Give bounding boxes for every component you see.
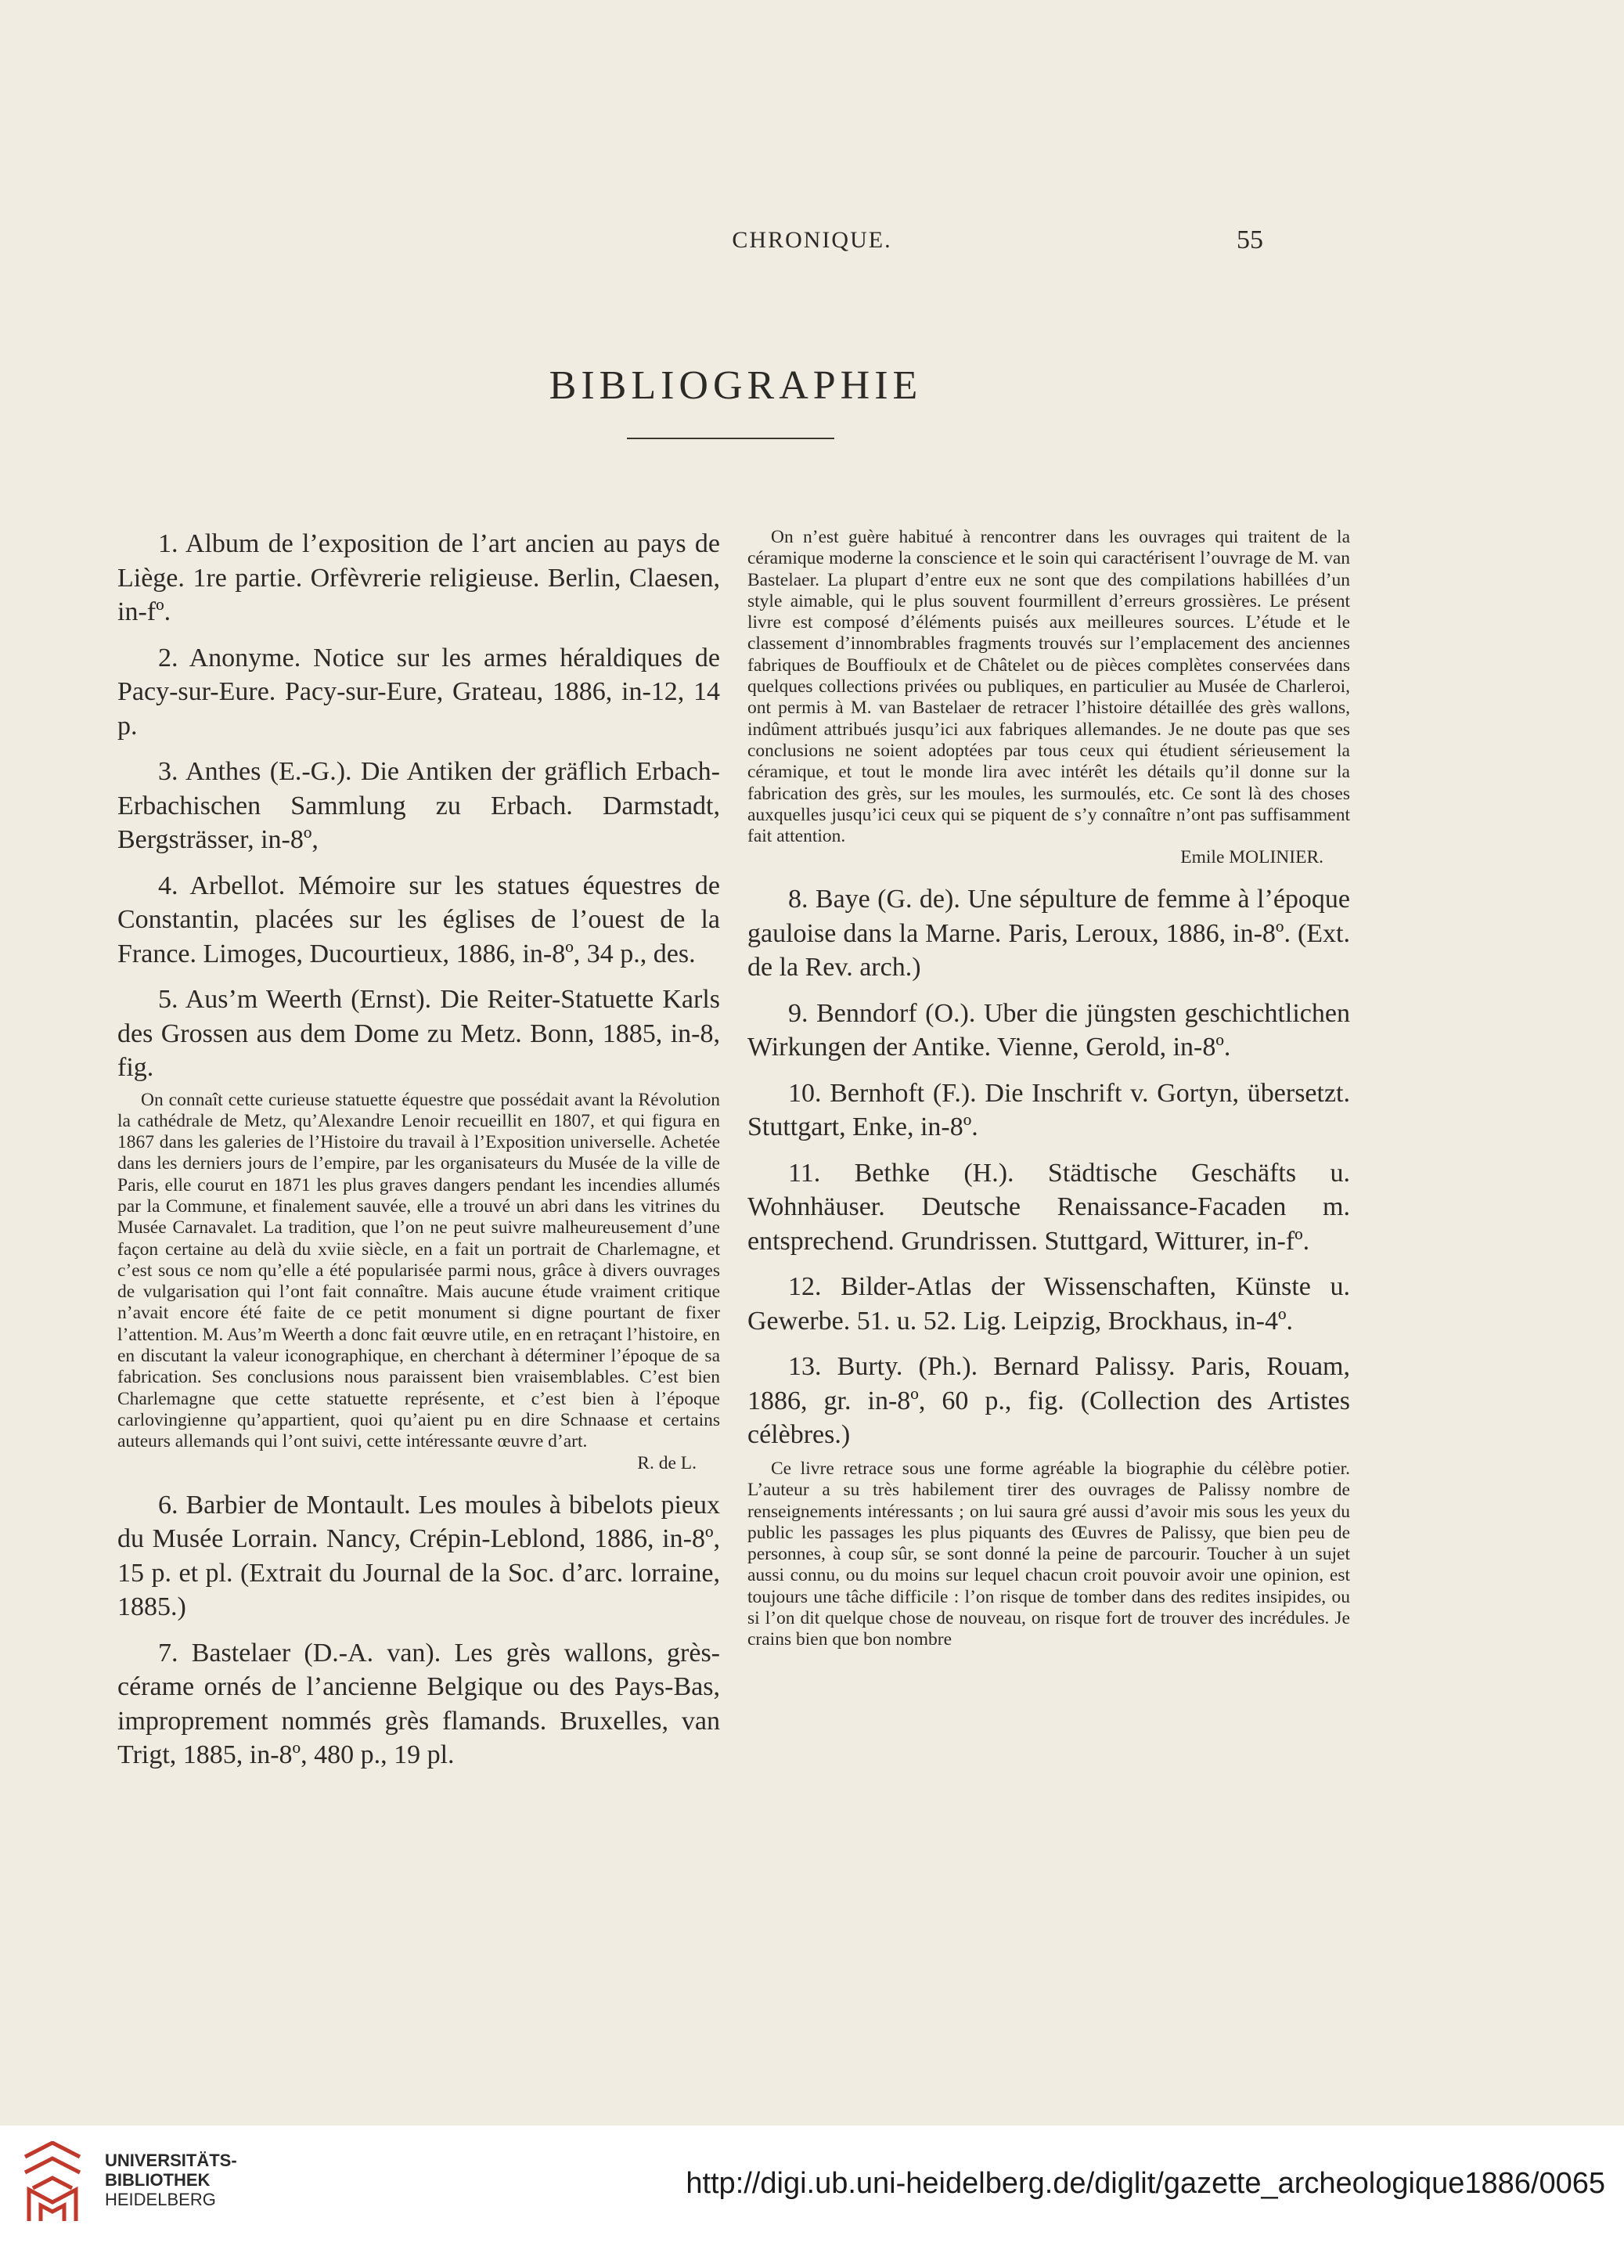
review-signature-7: Emile MOLINIER. xyxy=(1180,847,1323,868)
library-name-line3: HEIDELBERG xyxy=(105,2190,216,2209)
source-url-link[interactable]: http://digi.ub.uni-heidelberg.de/diglit/gazette_archeologique1886/0065 xyxy=(686,2167,1605,2200)
library-name-line2: BIBLIOTHEK xyxy=(105,2170,211,2190)
bib-entry-7: 7. Bastelaer (D.-A. van). Les grès wallons, grès-cérame ornés de l’ancienne Belgique ou des Pays-Bas, improprement nommés grès flamands. Bruxelles, van Trigt, 1885, in-8º, 480 p., 19 pl. xyxy=(117,1638,720,1770)
page-number: 55 xyxy=(1237,225,1263,254)
bib-entry-11: 11. Bethke (H.). Städtische Geschäfts u. Wohnhäuser. Deutsche Renaissance-Facaden m. entsprechend. Grundrissen. Stuttgard, Witturer, in-fº. xyxy=(747,1158,1350,1256)
bib-entry-4: 4. Arbellot. Mémoire sur les statues équestres de Constantin, placées sur les églises de l’ouest de la France. Limoges, Ducourtieux, 1886, in-8º, 34 p., des. xyxy=(117,871,720,968)
review-note-5: On connaît cette curieuse statuette équestre que possédait avant la Révolution la cathédrale de Metz, qu’Alexandre Lenoir recueillit en 1807, et qui figura en 1867 dans les galeries de l’Histoire du travail à l’Exposition universelle. Achetée dans les derniers jours de l’empire, par les organisateurs du Musée de la ville de Paris, elle courut en 1871 les plus graves dangers pendant les incendies allumés par la Commune, et finalement sauvée, elle a trouvé un abri dans les vitrines du Musée Carnavalet. La tradition, que l’on ne peut suivre malheureusement d’une façon certaine au delà du xviie siècle, en a fait un portrait de Charlemagne, et c’est sous ce nom qu’elle a été popularisée parmi nous, grâce à divers ouvrages de vulgarisation qui l’ont fait connaître. Mais aucune étude vraiment critique n’avait encore été faite de ce petit monument si digne pourtant de fixer l’attention. M. Aus’m Weerth a donc fait œuvre utile, en en retraçant l’histoire, en en discutant la valeur iconographique, en cherchant à déterminer l’époque de sa fabrication. Ses conclusions nous paraissent bien vraisemblables. C’est bien Charlemagne que cette statuette représente, et c’est bien à l’époque carlovingienne qu’appartient, quoi qu’aient pu en dire Schnaase et certains auteurs allemands qui l’ont suivi, cette intéressante œuvre d’art. xyxy=(117,1089,720,1452)
running-title: CHRONIQUE. xyxy=(732,227,892,253)
library-logo-icon xyxy=(17,2141,95,2227)
bib-entry-13: 13. Burty. (Ph.). Bernard Palissy. Paris, Rouam, 1886, gr. in-8º, 60 p., fig. (Collection des Artistes célèbres.) xyxy=(747,1352,1350,1450)
library-name-line1: UNIVERSITÄTS- xyxy=(105,2151,237,2170)
bib-entry-12: 12. Bilder-Atlas der Wissenschaften, Künste u. Gewerbe. 51. u. 52. Lig. Leipzig, Brockhaus, in-4º. xyxy=(747,1272,1350,1336)
library-name xyxy=(105,2151,237,2209)
section-title: BIBLIOGRAPHIE xyxy=(549,362,923,408)
bib-entry-8: 8. Baye (G. de). Une sépulture de femme à l’époque gauloise dans la Marne. Paris, Leroux, 1886, in-8º. (Ext. de la Rev. arch.) xyxy=(747,885,1350,983)
bib-entry-10: 10. Bernhoft (F.). Die Inschrift v. Gortyn, übersetzt. Stuttgart, Enke, in-8º. xyxy=(747,1078,1350,1142)
right-column xyxy=(747,527,1350,1665)
bib-entry-2: 2. Anonyme. Notice sur les armes héraldiques de Pacy-sur-Eure. Pacy-sur-Eure, Grateau, 1886, in-12, 14 p. xyxy=(117,643,720,741)
bib-entry-1: 1. Album de l’exposition de l’art ancien au pays de Liège. 1re partie. Orfèvrerie religieuse. Berlin, Claesen, in-fº. xyxy=(117,529,720,626)
review-signature-5: R. de L. xyxy=(637,1452,697,1473)
title-divider xyxy=(627,438,834,439)
library-logo[interactable] xyxy=(17,2141,237,2251)
review-note-7: On n’est guère habitué à rencontrer dans les ouvrages qui traitent de la céramique moderne la conscience et le soin qui caractérisent l’ouvrage de M. van Bastelaer. La plupart d’entre eux ne sont que des compilations habillées d’un style aimable, qui le plus souvent fourmillent d’erreurs grossières. Le présent livre est composé d’éléments puisés aux meilleures sources. L’étude et le classement d’innombrables fragments trouvés sur l’emplacement des anciennes fabriques de Bouffioulx et de Châtelet ou de pièces complètes conservées dans quelques collections privées ou publiques, en particulier au Musée de Charleroi, ont permis à M. van Bastelaer de retracer l’histoire détaillée des grès wallons, indûment attribués jusqu’ici aux fabriques allemandes. Je ne doute pas que ses conclusions ne soient adoptées par tous ceux qui étudient sérieusement la céramique, et tout le monde lira avec intérêt les détails qu’il donne sur la fabrication des grès, sur les moules, les surmoulés, etc. Ce sont là des choses auxquelles jusqu’ici ceux qui se piquent de s’y connaître n’ont pas suffisamment fait attention. xyxy=(747,527,1350,847)
bib-entry-9: 9. Benndorf (O.). Uber die jüngsten geschichtlichen Wirkungen der Antike. Vienne, Gerold, in-8º. xyxy=(747,998,1350,1062)
bib-entry-6: 6. Barbier de Montault. Les moules à bibelots pieux du Musée Lorrain. Nancy, Crépin-Leblond, 1886, in-8º, 15 p. et pl. (Extrait du Journal de la Soc. d’arc. lorraine, 1885.) xyxy=(117,1490,720,1622)
review-note-13: Ce livre retrace sous une forme agréable la biographie du célèbre potier. L’auteur a su très habilement tirer des ouvrages de Palissy nombre de renseignements intéressants ; on lui saura gré aussi d’avoir mis sous les yeux du public les passages les plus piquants des Œuvres de Palissy, que bien peu de personnes, à coup sûr, se sont donné la peine de parcourir. Toucher à un sujet aussi connu, ou du moins sur lequel chacun croit pouvoir avoir une opinion, est toujours une tâche difficile : l’on risque de tomber dans des redites insipides, ou si l’on dit quelque chose de nouveau, on risque fort de trouver des incrédules. Je crains bien que bon nombre xyxy=(747,1458,1350,1650)
bib-entry-3: 3. Anthes (E.-G.). Die Antiken der gräflich Erbach-Erbachischen Sammlung zu Erbach. Darmstadt, Bergsträsser, in-8º, xyxy=(117,757,720,854)
bib-entry-5: 5. Aus’m Weerth (Ernst). Die Reiter-Statuette Karls des Grossen aus dem Dome zu Metz. Bonn, 1885, in-8, fig. xyxy=(117,985,720,1082)
left-column xyxy=(117,527,720,1784)
